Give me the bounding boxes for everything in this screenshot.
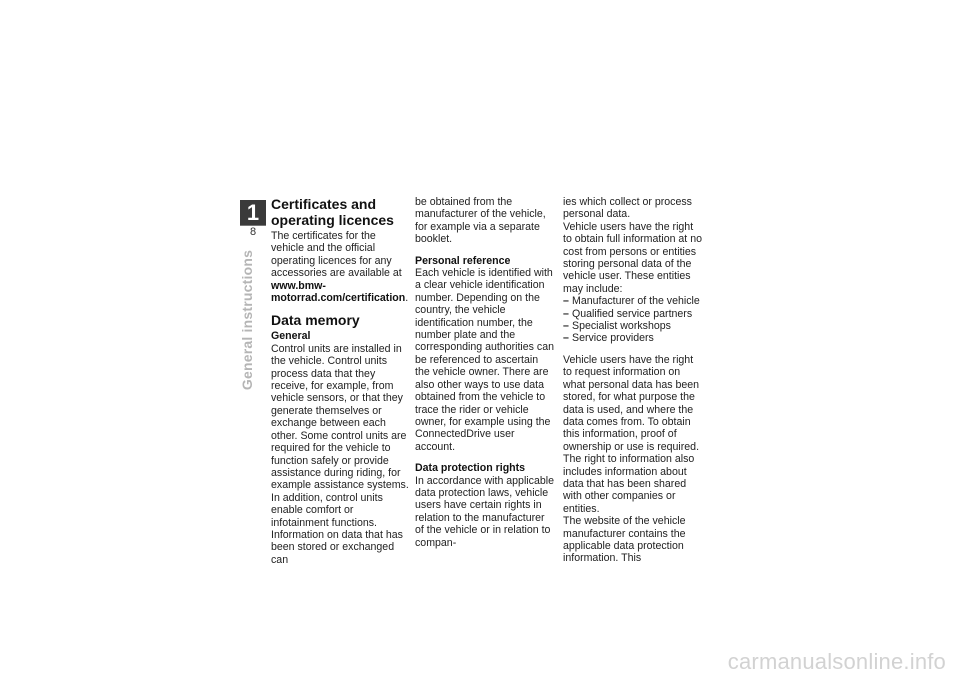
heading-data-memory: Data memory — [271, 312, 360, 329]
watermark: carmanualsonline.info — [727, 649, 946, 674]
certificates-end: . — [405, 292, 409, 305]
continuation-paragraph: ies which collect or process personal data. — [563, 196, 692, 221]
list-item: – Specialist workshops — [563, 320, 703, 332]
text-column-1 — [271, 196, 411, 566]
subheading-personal-reference: Personal reference — [415, 254, 511, 267]
general-paragraph-1: Control units are installed in the vehicle. Control units process data that they receive, for example, from vehicle sensors, or that they generate themselves or exchange between each other. Some control units are required for the vehicle to function safely or provide assistance during riding, for example assistance systems. In addition, control units enable comfort or infotainment functions. — [271, 342, 409, 529]
certification-link[interactable]: www.bmw-motorrad.com/certification — [271, 279, 406, 305]
certificates-paragraph — [271, 230, 411, 304]
continuation-paragraph: be obtained from the manufacturer of the vehicle, for example via a separate booklet. — [415, 196, 546, 246]
text-column-2 — [415, 196, 555, 549]
certificates-text: The certificates for the vehicle and the official operating licences for any accessories are available at — [271, 230, 402, 280]
chapter-number-badge: 1 — [240, 200, 266, 226]
list-item: – Qualified service partners — [563, 308, 703, 320]
page-number: 8 — [249, 226, 257, 238]
personal-reference-paragraph: Each vehicle is identified with a clear vehicle identification number. Depending on the country, the vehicle identification number, the number plate and the corresponding authorities can be referenced to ascertain the vehicle owner. There are also other ways to use data obtained from the vehicle to trace the rider or vehicle owner, for example using the ConnectedDrive user account. — [415, 267, 554, 453]
information-paragraph: The right to information also includes information about data that has been shared with other companies or entities. — [563, 453, 695, 515]
subheading-general: General — [271, 330, 311, 343]
data-protection-paragraph: In accordance with applicable data protection laws, vehicle users have certain rights in relation to the manufacturer of the vehicle or in relation to compan- — [415, 474, 554, 549]
chapter-title-vertical: General instructions — [239, 249, 255, 391]
list-item: – Manufacturer of the vehicle — [563, 295, 703, 307]
entities-list — [563, 295, 703, 345]
heading-certificates: Certificates and operating licences — [271, 196, 394, 228]
general-paragraph-2: Information on data that has been stored or exchanged can — [271, 528, 403, 566]
rights-paragraph: Vehicle users have the right to obtain full information at no cost from persons or entities storing personal data of the vehicle user. These entities may include: — [563, 220, 702, 295]
website-paragraph: The website of the vehicle manufacturer contains the applicable data protection information. This — [563, 515, 686, 565]
subheading-data-protection: Data protection rights — [415, 462, 526, 475]
request-paragraph: Vehicle users have the right to request information on what personal data has been stored, for what purpose the data is used, and where the data comes from. To obtain this information, proof of ownership or use is required. — [563, 353, 700, 453]
text-column-3 — [563, 196, 703, 565]
list-item: – Service providers — [563, 332, 703, 344]
